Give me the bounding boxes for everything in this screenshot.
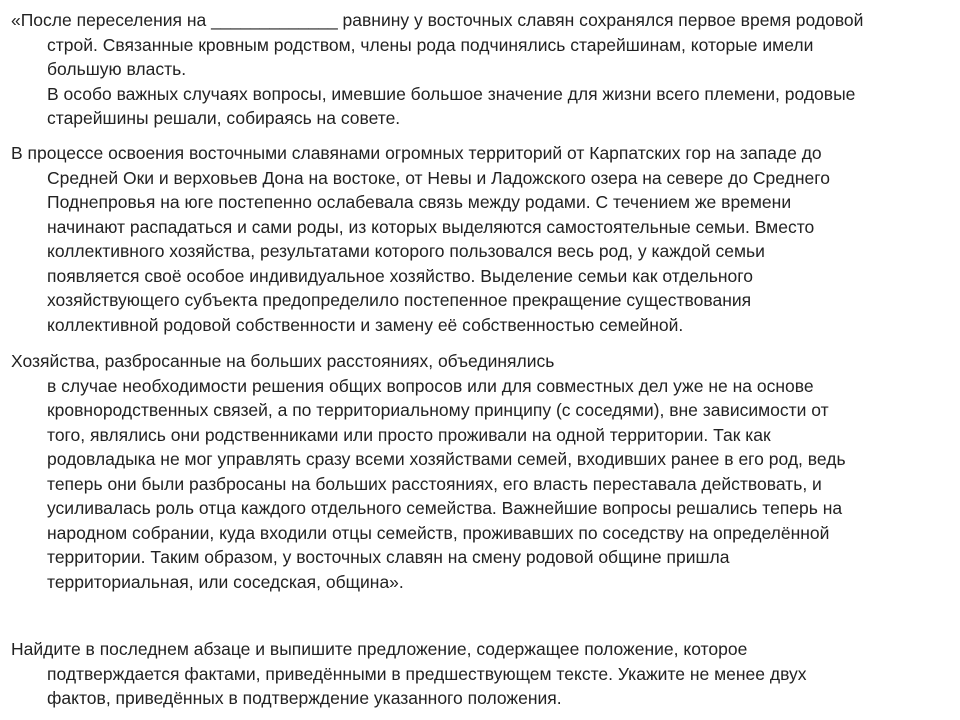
text-line: теперь они были разбросаны на больших расстояниях, его власть переставала действовать, и xyxy=(47,473,822,494)
text-line: фактов, приведённых в подтверждение указанного положения. xyxy=(47,688,562,708)
text-line: коллективной родовой собственности и замену её собственностью семейной. xyxy=(47,314,684,335)
text-line: Поднепровья на юге постепенно ослабевала связь между родами. С течением же времени xyxy=(47,192,792,212)
text-line: старейшины решали, собираясь на совете. xyxy=(47,108,401,128)
text-line: кровнородственных связей, а по территориальному принципу (с соседями), вне зависимости от xyxy=(47,400,829,420)
text-line: Хозяйства, разбросанные на больших расстояниях, объединялись xyxy=(11,351,555,371)
text-line: территории. Таким образом, у восточных славян на смену родовой общине пришла xyxy=(47,547,730,567)
text-line: строй. Связанные кровным родством, члены рода подчинялись старейшинам, которые имели xyxy=(47,34,814,55)
text-line: народном собрании, куда входили отцы семейств, проживавших по соседству на определённой xyxy=(47,522,830,543)
text-line: в случае необходимости решения общих вопросов или для совместных дел уже не на основе xyxy=(47,375,814,396)
text-line: коллективного хозяйства, результатами которого пользовался весь род, у каждой семьи xyxy=(47,241,765,261)
text-line: начинают распадаться и сами роды, из которых выделяются самостоятельные семьи. Вместо xyxy=(47,216,815,237)
text-line: Средней Оки и верховьев Дона на востоке, от Невы и Ладожского озера на севере до Среднего xyxy=(47,167,830,188)
text-line: «После переселения на _____________ равнину у восточных славян сохранялся первое время родовой xyxy=(11,10,864,30)
text-line: родовладыка не мог управлять сразу всеми хозяйствами семей, входивших ранее в его род, ведь xyxy=(47,449,846,469)
text-line: того, являлись они родственниками или просто проживали на одной территории. Так как xyxy=(47,424,771,445)
task-question xyxy=(11,637,931,711)
quote-paragraph-intro xyxy=(11,8,931,131)
text-line: В особо важных случаях вопросы, имевшие большое значение для жизни всего племени, родовые xyxy=(47,83,856,104)
quote-paragraph-community xyxy=(11,349,931,594)
text-line: подтверждается фактами, приведёнными в предшествующем тексте. Укажите не менее двух xyxy=(47,663,807,684)
text-line: усиливалась роль отца каждого отдельного семейства. Важнейшие вопросы решались теперь на xyxy=(47,498,843,518)
text-line: появляется своё особое индивидуальное хозяйство. Выделение семьи как отдельного xyxy=(47,265,754,286)
text-line: В процессе освоения восточными славянами огромных территорий от Карпатских гор на западе до xyxy=(11,143,822,163)
text-line: хозяйствующего субъекта предопределило постепенное прекращение существования xyxy=(47,290,752,310)
text-line: большую власть. xyxy=(47,59,187,79)
text-line: Найдите в последнем абзаце и выпишите предложение, содержащее положение, которое xyxy=(11,639,748,659)
quote-paragraph-territories xyxy=(11,141,931,337)
text-line: территориальная, или соседская, община». xyxy=(47,571,404,592)
